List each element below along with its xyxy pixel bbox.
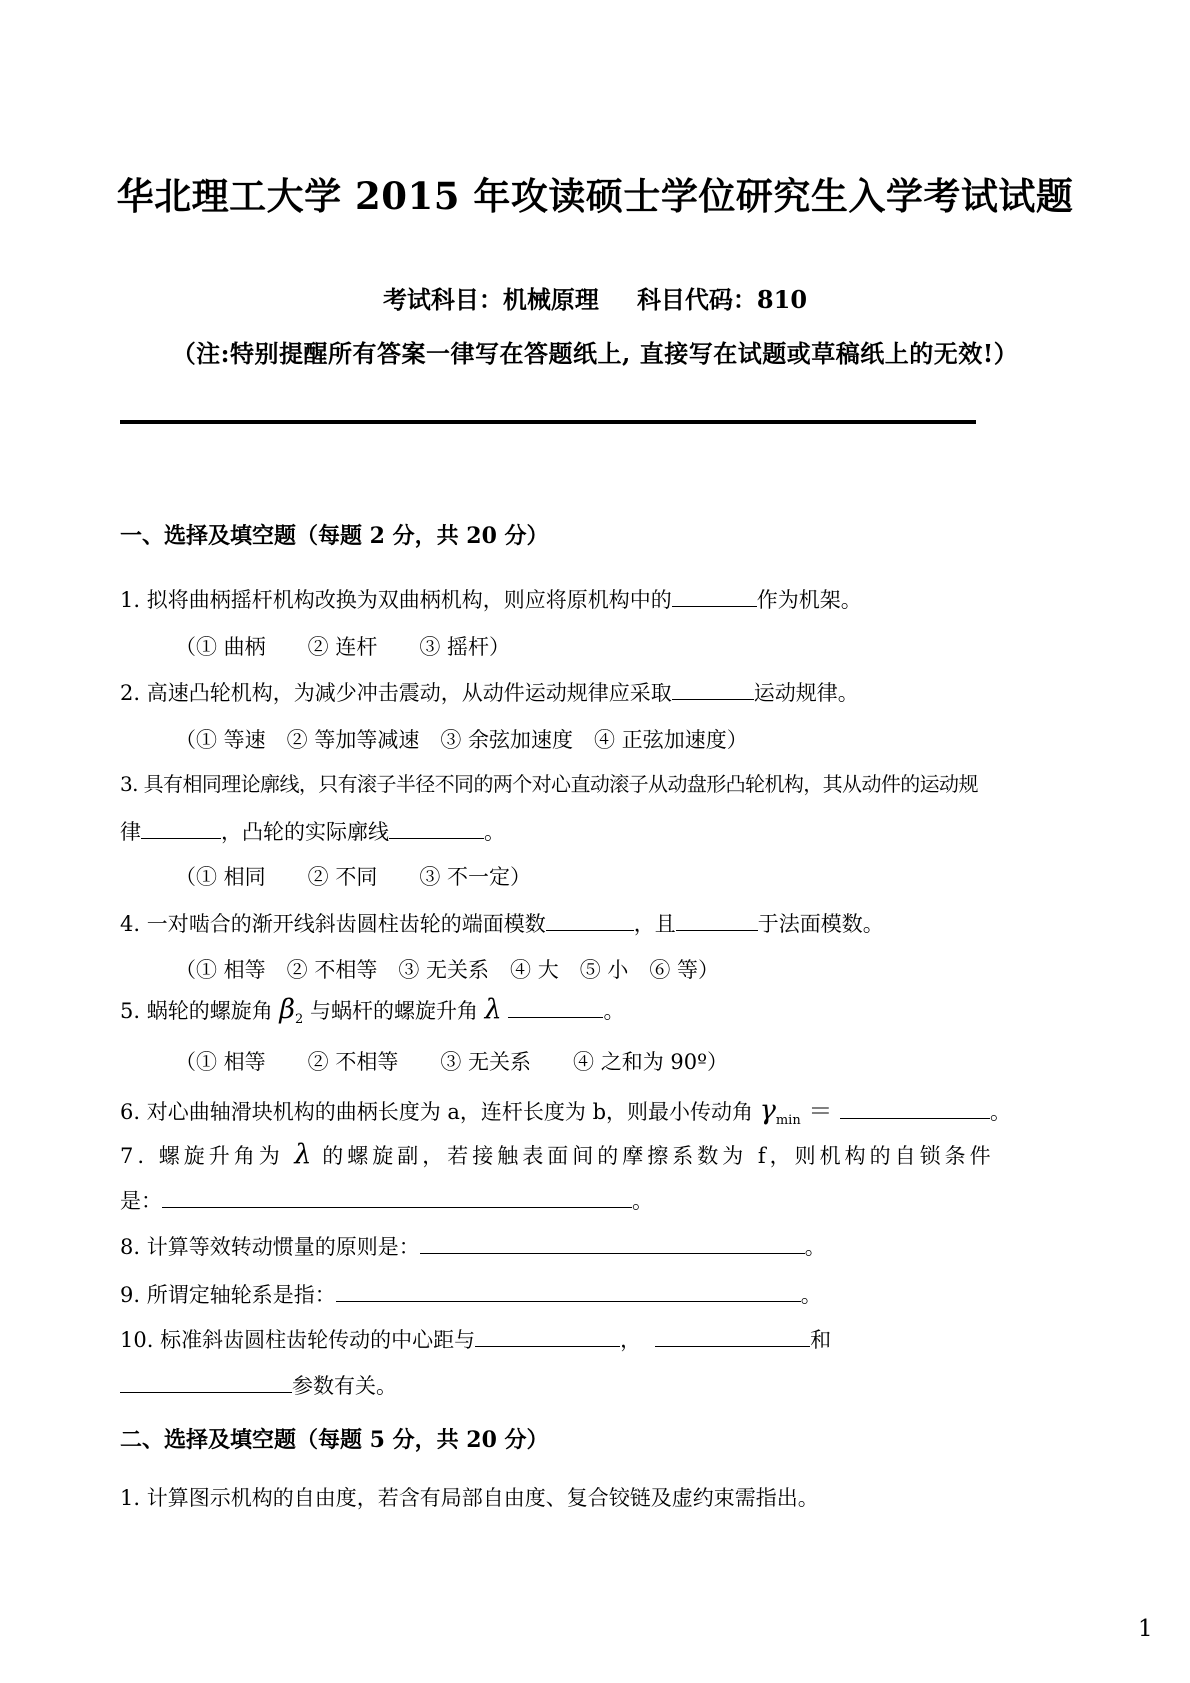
- section1-heading: 一、选择及填空题（每题 2 分，共 20 分）: [120, 523, 549, 549]
- s1-q7-line1: [120, 1140, 995, 1171]
- s1-q2-line: [120, 678, 859, 708]
- question-text: 作为机架。: [756, 588, 862, 612]
- blank-underline: [475, 1326, 620, 1347]
- question-text: 8. 计算等效转动惯量的原则是：: [120, 1235, 420, 1259]
- question-text: 7. 螺旋升角为: [120, 1144, 295, 1168]
- s1-q1-options: （① 曲柄 ② 连杆 ③ 摇杆）: [175, 635, 511, 659]
- question-text: 2. 高速凸轮机构，为减少冲击震动，从动件运动规律应采取: [120, 681, 672, 705]
- subject-line: [0, 280, 1190, 315]
- blank-underline: [655, 1326, 810, 1347]
- s1-q3-options: （① 相同 ② 不同 ③ 不一定）: [175, 865, 532, 889]
- question-text: 与蜗杆的螺旋升角: [303, 999, 485, 1023]
- s1-q5-line: [120, 995, 624, 1035]
- lambda-symbol: λ: [294, 1139, 312, 1170]
- beta-symbol: β: [279, 994, 295, 1025]
- blank-underline: [672, 586, 757, 607]
- subject-code: 科目代码：810: [636, 285, 808, 314]
- equals-sign: ＝: [800, 1097, 840, 1125]
- page-number: 1: [1138, 1616, 1153, 1642]
- blank-underline: [336, 1281, 801, 1302]
- question-text: ，凸轮的实际廓线: [221, 820, 389, 844]
- section2-heading: 二、选择及填空题（每题 5 分，共 20 分）: [120, 1427, 549, 1453]
- page-title: 华北理工大学 2015 年攻读硕士学位研究生入学考试试题: [116, 174, 1074, 218]
- blank-underline: [546, 910, 634, 931]
- question-text: 。: [804, 1235, 826, 1259]
- question-text: 。: [603, 999, 625, 1023]
- question-text: 律: [120, 820, 141, 844]
- gamma-symbol: γ: [759, 1095, 776, 1126]
- note-line: （注:特别提醒所有答案一律写在答题纸上, 直接写在试题或草稿纸上的无效!）: [171, 339, 1019, 368]
- s1-q9-line: [120, 1280, 822, 1310]
- blank-underline: [420, 1233, 805, 1254]
- divider-rule: [120, 420, 976, 424]
- blank-underline: [141, 818, 221, 839]
- question-text: 。: [632, 1189, 653, 1213]
- question-text: ，且: [633, 912, 676, 936]
- exam-subject: 考试科目：机械原理: [382, 285, 599, 314]
- s1-q2-options: （① 等速 ② 等加等减速 ③ 余弦加速度 ④ 正弦加速度）: [175, 728, 748, 752]
- question-text: 的螺旋副，若接触表面间的摩擦系数为 f，则机构的自锁条件: [311, 1144, 995, 1168]
- question-text: 9. 所谓定轴轮系是指：: [120, 1283, 336, 1307]
- question-text: 。: [800, 1283, 822, 1307]
- blank-underline: [508, 997, 603, 1018]
- question-text: 5. 蜗轮的螺旋角: [120, 999, 280, 1023]
- question-text: 4. 一对啮合的渐开线斜齿圆柱齿轮的端面模数: [120, 912, 546, 936]
- blank-underline: [840, 1098, 990, 1119]
- s1-q3-line1: 3. 具有相同理论廓线，只有滚子半径不同的两个对心直动滚子从动盘形凸轮机构，其从动件的运动规: [120, 772, 978, 796]
- s1-q10-line2: [120, 1371, 397, 1401]
- question-text: 和: [810, 1328, 832, 1352]
- question-text: 参数有关。: [292, 1374, 397, 1398]
- s1-q7-line2: [120, 1186, 653, 1216]
- question-text: 1. 拟将曲柄摇杆机构改换为双曲柄机构，则应将原机构中的: [120, 588, 672, 612]
- s1-q5-options: （① 相等 ② 不相等 ③ 无关系 ④ 之和为 90º）: [175, 1050, 728, 1074]
- s1-q1-line: [120, 585, 862, 615]
- question-text: 10. 标准斜齿圆柱齿轮传动的中心距与: [120, 1328, 476, 1352]
- s1-q10-line1: [120, 1325, 831, 1355]
- question-text: 。: [989, 1100, 1011, 1124]
- s1-q8-line: [120, 1232, 826, 1262]
- s1-q6-line: [120, 1096, 1011, 1136]
- beta-subscript: 2: [295, 1012, 304, 1028]
- blank-underline: [162, 1187, 632, 1208]
- s2-q1-line: 1. 计算图示机构的自由度，若含有局部自由度、复合铰链及虚约束需指出。: [120, 1486, 819, 1510]
- gamma-subscript: min: [775, 1113, 801, 1129]
- question-text: 是：: [120, 1189, 162, 1213]
- blank-underline: [672, 679, 754, 700]
- question-text: 运动规律。: [753, 681, 859, 705]
- blank-underline: [120, 1372, 292, 1393]
- s1-q4-options: （① 相等 ② 不相等 ③ 无关系 ④ 大 ⑤ 小 ⑥ 等）: [175, 958, 720, 982]
- s1-q3-line2: [120, 817, 505, 847]
- question-text: 于法面模数。: [757, 912, 884, 936]
- question-text: 。: [484, 820, 505, 844]
- s1-q4-line: [120, 909, 884, 939]
- lambda-symbol: λ: [484, 994, 502, 1025]
- question-text: ，: [620, 1328, 642, 1352]
- question-text: 6. 对心曲轴滑块机构的曲柄长度为 a，连杆长度为 b，则最小传动角: [120, 1100, 760, 1124]
- blank-underline: [389, 818, 484, 839]
- blank-underline: [676, 910, 758, 931]
